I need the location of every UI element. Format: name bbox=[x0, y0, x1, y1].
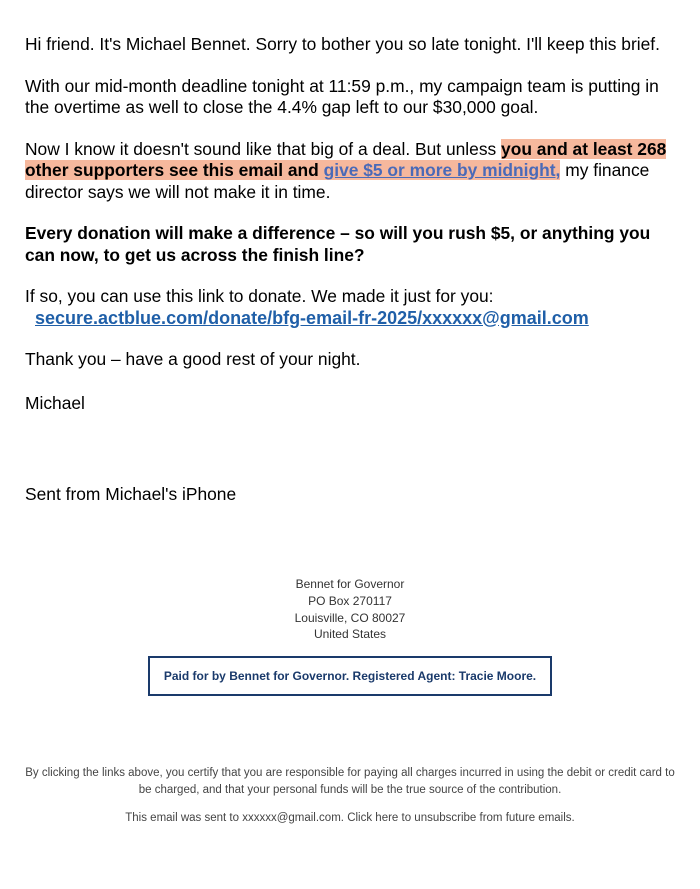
donate-paragraph bbox=[25, 286, 680, 329]
donate-link[interactable]: secure.actblue.com/donate/bfg-email-fr-2025/xxxxxx@gmail.com bbox=[35, 307, 589, 328]
donate-intro: If so, you can use this link to donate. We made it just for you: bbox=[25, 286, 494, 306]
legal-disclaimer: By clicking the links above, you certify that you are responsible for paying all charges incurred in using the debit or credit card to be charged, and that your personal funds will be the true source of the contribution. bbox=[25, 767, 675, 796]
appeal-paragraph bbox=[25, 139, 680, 204]
footer-po-box: PO Box 270117 bbox=[308, 593, 392, 608]
sent-from-line: Sent from Michael's iPhone bbox=[25, 484, 237, 504]
footer-city: Louisville, CO 80027 bbox=[294, 610, 406, 625]
appeal-highlight: you and at least 268 other supporters see this email and bbox=[25, 138, 667, 180]
signature: Michael bbox=[25, 392, 85, 413]
appeal-text-start: Now I know it doesn't sound like that big of a deal. But unless bbox=[25, 138, 502, 159]
give-five-link[interactable]: give $5 or more by midnight, bbox=[323, 160, 561, 180]
footer-org: Bennet for Governor bbox=[295, 577, 405, 591]
appeal-text-end: my finance director says we will not make it in time. bbox=[25, 160, 650, 202]
footer-country: United States bbox=[313, 627, 387, 642]
paid-for-text: Paid for by Bennet for Governor. Registered Agent: Tracie Moore. bbox=[163, 669, 537, 683]
paid-for-box bbox=[148, 656, 552, 696]
unsubscribe-line bbox=[25, 810, 675, 827]
greeting-paragraph: Hi friend. It's Michael Bennet. Sorry to bother you so late tonight. I'll keep this brief. bbox=[25, 34, 660, 54]
ask-paragraph: Every donation will make a difference – so will you rush $5, or anything you can now, to get us across the finish line? bbox=[25, 223, 651, 265]
email-body bbox=[25, 34, 680, 506]
footer-address bbox=[0, 576, 700, 643]
unsubscribe-link[interactable]: Click here to unsubscribe from future emails. bbox=[347, 812, 575, 824]
unsubscribe-prefix: This email was sent to xxxxxx@gmail.com. bbox=[125, 812, 348, 824]
deadline-paragraph: With our mid-month deadline tonight at 11:59 p.m., my campaign team is putting in the overtime as well to close the 4.4% gap left to our $30,000 goal. bbox=[25, 75, 659, 117]
thanks-paragraph: Thank you – have a good rest of your night. bbox=[25, 349, 361, 369]
